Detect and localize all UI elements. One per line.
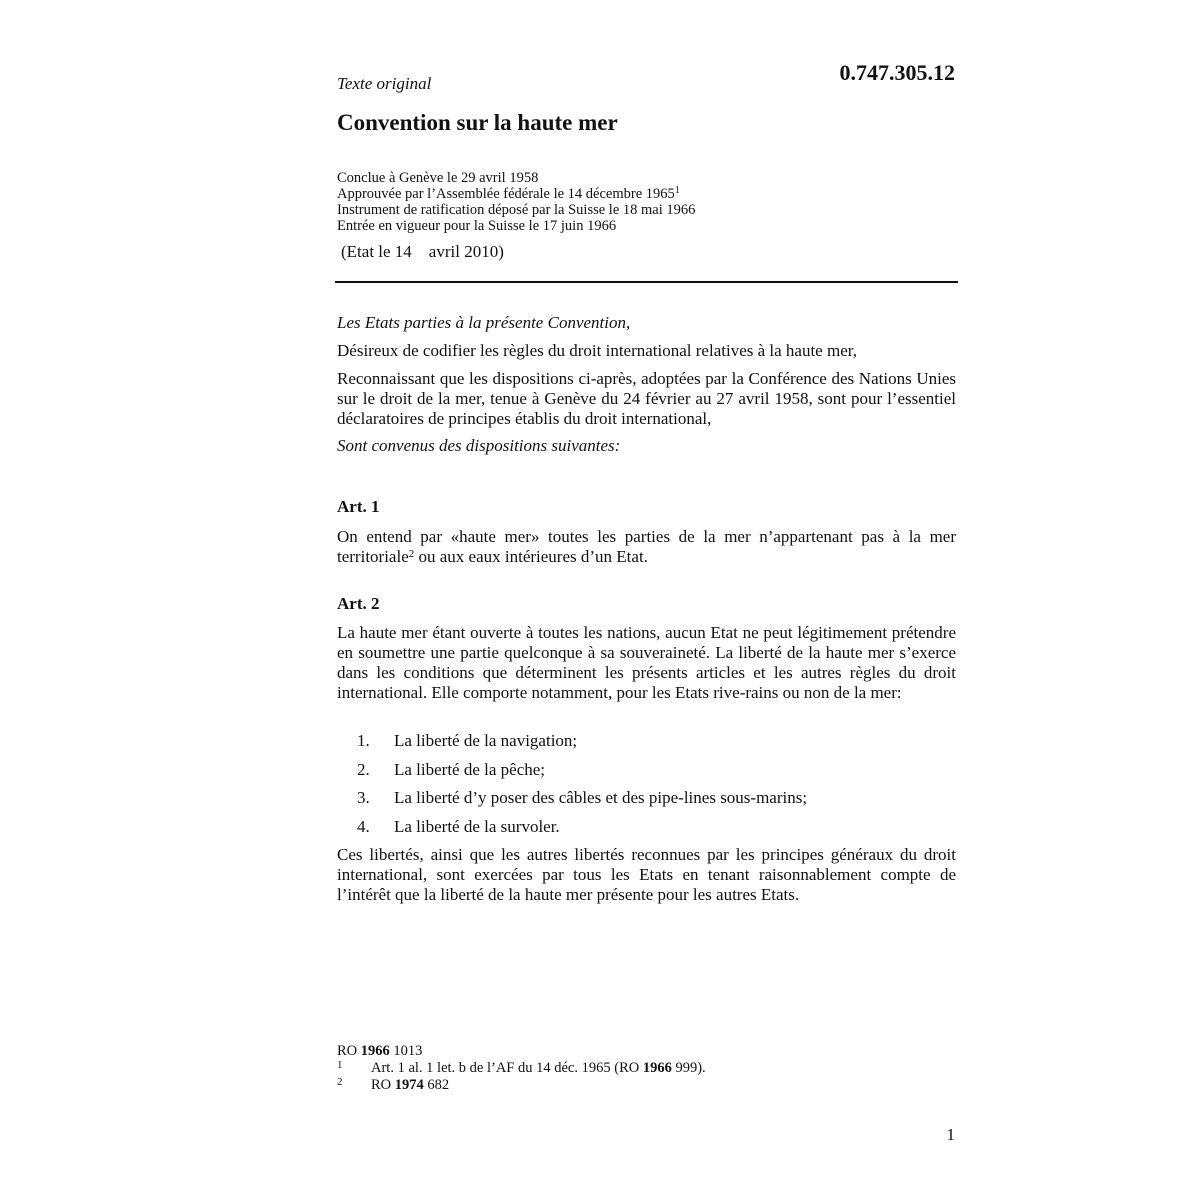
list-item-number: 3.: [357, 788, 370, 807]
preamble-intro: Les Etats parties à la présente Convention,: [337, 313, 631, 332]
list-item-text: La liberté de la navigation;: [394, 731, 578, 750]
list-item: [337, 787, 956, 816]
footnotes: [337, 1043, 957, 1094]
fn2-post: 682: [423, 1077, 450, 1093]
art2-intro: La haute mer étant ouverte à toutes les nations, aucun Etat ne peut légitimement prétendre en soumettre une partie quelconque à sa souveraineté. La liberté de la haute mer s’exerce dans les conditions que déterminent les présents articles et les autres règles du droit international. Elle comporte notamment, pour les Etats rive-rains ou non de la mer:: [337, 623, 956, 702]
footnote-ref-2[interactable]: 2: [408, 548, 415, 560]
footnote-ref-1[interactable]: 1: [674, 185, 680, 196]
footnote-1-number: 1: [337, 1059, 343, 1071]
ro-prefix: RO: [337, 1043, 361, 1059]
list-item-number: 1.: [357, 731, 370, 750]
status-line: (Etat le 14 avril 2010): [341, 242, 504, 261]
list-item-text: La liberté de la survoler.: [394, 816, 560, 836]
meta-block: [337, 170, 957, 234]
meta-concluded: Conclue à Genève le 29 avril 1958: [337, 170, 539, 186]
list-item: [337, 816, 956, 845]
meta-entry-into-force: Entrée en vigueur pour la Suisse le 17 juin 1966: [337, 218, 617, 234]
art2-closing: Ces libertés, ainsi que les autres libertés reconnues par les principes généraux du droit international, sont exercées par tous les Etats en tenant raisonnablement compte de l’intérêt que la liberté de la haute mer présente pour les autres Etats.: [337, 845, 956, 904]
doc-number: 0.747.305.12: [839, 60, 955, 85]
preamble-reconnaissant: Reconnaissant que les dispositions ci-après, adoptées par la Conférence des Nations Unies sur le droit de la mer, tenue à Genève du 24 février au 27 avril 1958, sont pour l’essentiel déclaratoires de principes établis du droit international,: [337, 369, 956, 428]
meta-approved: Approuvée par l’Assemblée fédérale le 14 décembre 1965: [337, 186, 675, 202]
art2-heading: Art. 2: [337, 594, 380, 613]
meta-approved-line: [337, 186, 957, 202]
list-item: [337, 730, 956, 759]
document-title: Convention sur la haute mer: [337, 110, 618, 135]
fn2-year: 1974: [394, 1077, 424, 1093]
fn1-post: 999).: [671, 1060, 706, 1076]
footnote-1-text: [371, 1060, 706, 1077]
ro-year: 1966: [360, 1043, 390, 1059]
ro-page: 1013: [389, 1043, 423, 1059]
footnote-2-number: 2: [337, 1076, 343, 1088]
list-item-number: 2.: [357, 759, 370, 779]
art1-text: [337, 527, 956, 567]
header-divider: [335, 281, 958, 283]
list-item-text: La liberté de la pêche;: [394, 759, 546, 779]
page-number: 1: [946, 1125, 955, 1144]
footnote-2: [337, 1077, 957, 1094]
list-item-number: 4.: [357, 816, 370, 836]
footnote-2-text: [371, 1077, 449, 1094]
art1-text-b: ou aux eaux intérieures d’un Etat.: [414, 547, 648, 566]
footnote-ro: [337, 1043, 957, 1060]
preamble-sont-convenus: Sont convenus des dispositions suivantes:: [337, 436, 621, 455]
list-item: [337, 759, 956, 788]
footnote-1: [337, 1060, 957, 1077]
texte-original-label: Texte original: [337, 74, 432, 93]
art1-heading: Art. 1: [337, 497, 380, 516]
list-item-text: La liberté d’y poser des câbles et des pipe-lines sous-marins;: [394, 788, 808, 807]
art1-text-a: On entend par «haute mer» toutes les parties de la mer n’appartenant pas à la mer territoriale: [337, 527, 956, 566]
fn1-year: 1966: [642, 1060, 672, 1076]
fn2-pre: RO: [371, 1077, 395, 1093]
meta-ratification: Instrument de ratification déposé par la Suisse le 18 mai 1966: [337, 202, 696, 218]
fn1-pre: Art. 1 al. 1 let. b de l’AF du 14 déc. 1965 (RO: [371, 1060, 643, 1076]
preamble-desireux: Désireux de codifier les règles du droit international relatives à la haute mer,: [337, 341, 857, 360]
art2-list: [337, 730, 956, 844]
